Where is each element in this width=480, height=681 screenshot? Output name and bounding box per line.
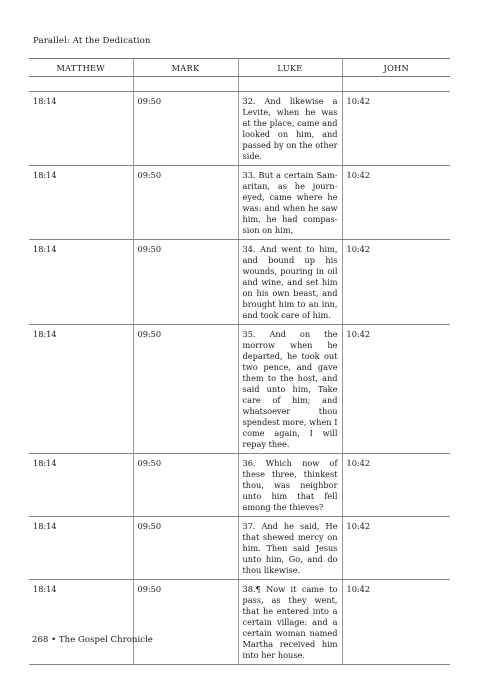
john-ref: 10:42	[342, 454, 450, 517]
luke-verse: 36. Which now of these three, thinkest thou, was neighbor unto him that fell among the thieves?	[238, 454, 342, 517]
table-spacer-row	[29, 77, 450, 92]
john-ref: 10:42	[342, 240, 450, 325]
matthew-ref: 18:14	[29, 325, 133, 454]
matthew-ref: 18:14	[29, 580, 133, 665]
matthew-ref: 18:14	[29, 240, 133, 325]
john-ref: 10:42	[342, 92, 450, 166]
luke-verse: 33. But a certain Samaritan, as he journeyed, came where he was: and when he saw him, he had compassion on him,	[238, 166, 342, 240]
mark-ref: 09:50	[133, 240, 238, 325]
table-row	[29, 166, 450, 240]
page-footer: 268 • The Gospel Chronicle	[32, 635, 153, 645]
table-row	[29, 580, 450, 665]
matthew-ref: 18:14	[29, 92, 133, 166]
table-row	[29, 240, 450, 325]
table-header-row	[29, 59, 450, 77]
mark-ref: 09:50	[133, 580, 238, 665]
table-row	[29, 92, 450, 166]
matthew-ref: 18:14	[29, 517, 133, 580]
mark-ref: 09:50	[133, 517, 238, 580]
parallel-table	[29, 58, 450, 665]
john-ref: 10:42	[342, 517, 450, 580]
column-header-john: JOHN	[342, 59, 450, 77]
mark-ref: 09:50	[133, 166, 238, 240]
john-ref: 10:42	[342, 166, 450, 240]
column-header-matthew: MATTHEW	[29, 59, 133, 77]
luke-verse: 38.¶ Now it came to pass, as they went, that he entered into a certain village: and a certain woman named Martha received him into her house.	[238, 580, 342, 665]
luke-verse: 32. And likewise a Levite, when he was at the place, came and looked on him, and passed by on the other side.	[238, 92, 342, 166]
mark-ref: 09:50	[133, 92, 238, 166]
luke-verse: 35. And on the morrow when he departed, he took out two pence, and gave them to the host, and said unto him, Take care of him; and whatsoever thou spendest more, when I come again, I will repay thee.	[238, 325, 342, 454]
luke-verse: 37. And he said, He that shewed mercy on him. Then said Jesus unto him, Go, and do thou likewise.	[238, 517, 342, 580]
table-row	[29, 517, 450, 580]
luke-verse: 34. And went to him, and bound up his wounds, pouring in oil and wine, and set him on his own beast, and brought him to an inn, and took care of him.	[238, 240, 342, 325]
column-header-luke: LUKE	[238, 59, 342, 77]
matthew-ref: 18:14	[29, 454, 133, 517]
john-ref: 10:42	[342, 580, 450, 665]
column-header-mark: MARK	[133, 59, 238, 77]
mark-ref: 09:50	[133, 454, 238, 517]
mark-ref: 09:50	[133, 325, 238, 454]
table-row	[29, 454, 450, 517]
matthew-ref: 18:14	[29, 166, 133, 240]
john-ref: 10:42	[342, 325, 450, 454]
table-row	[29, 325, 450, 454]
page-header-title: Parallel: At the Dedication	[33, 36, 151, 46]
